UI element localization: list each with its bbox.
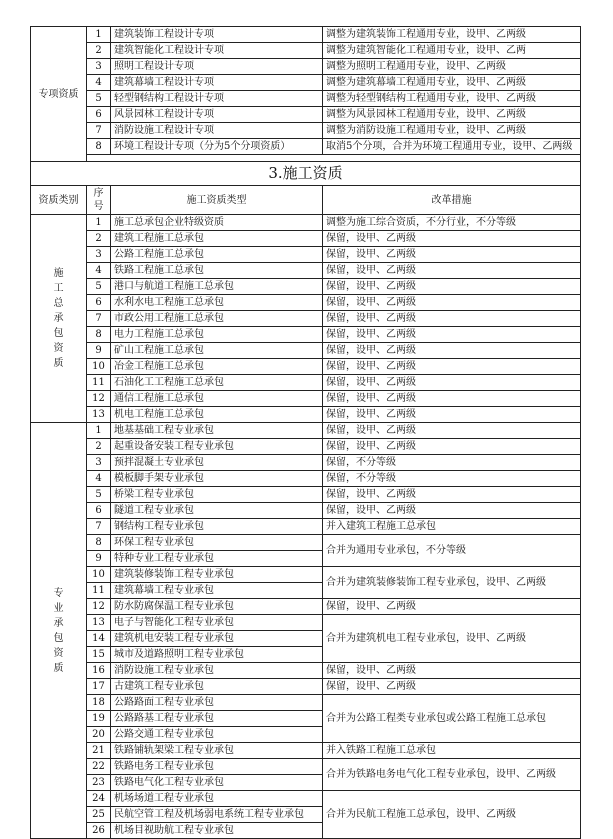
table-cell: 保留，设甲、乙两级 [323,423,581,439]
table-cell: 保留，设甲、乙两级 [323,295,581,311]
table-cell: 保留，设甲、乙两级 [323,279,581,295]
table-cell: 保留，设甲、乙两级 [323,375,581,391]
section-title: 3.施工资质 [31,162,581,186]
table-cell: 6 [87,107,111,123]
table-cell: 专 [53,587,64,599]
table-cell: 机场目视助航工程专业承包 [111,823,323,839]
table-cell: 并入铁路工程施工总承包 [323,743,581,759]
table-cell: 公路路基工程专业承包 [111,711,323,727]
table-cell: 保留，设甲、乙两级 [323,231,581,247]
table-cell: 机场场道工程专业承包 [111,791,323,807]
table-cell: 调整为消防设施工程通用专业，设甲、乙两级 [323,123,581,139]
table-cell: 质 [53,662,64,674]
table-cell: 防水防腐保温工程专业承包 [111,599,323,615]
table-cell: 市政公用工程施工总承包 [111,311,323,327]
table-cell: 并入建筑工程施工总承包 [323,519,581,535]
table-cell: 保留，设甲、乙两级 [323,391,581,407]
table-cell: 保留，不分等级 [323,471,581,487]
table-cell: 4 [87,263,111,279]
table-cell: 5 [87,91,111,107]
table-cell: 12 [87,391,111,407]
table-cell: 钢结构工程专业承包 [111,519,323,535]
table-cell: 建筑装饰工程设计专项 [111,27,323,43]
table-cell: 消防设施工程专业承包 [111,663,323,679]
table-cell: 施工总承包企业特级资质 [111,215,323,231]
table-cell: 环保工程专业承包 [111,535,323,551]
table-cell: 3 [87,247,111,263]
table-cell: 1 [87,27,111,43]
table-cell: 4 [87,75,111,91]
category-general-contracting [31,215,87,423]
table-cell: 公路交通工程专业承包 [111,727,323,743]
header-category: 资质类别 [31,186,87,215]
table-cell: 公路路面工程专业承包 [111,695,323,711]
table-cell: 消防设施工程设计专项 [111,123,323,139]
table-cell: 保留，设甲、乙两级 [323,359,581,375]
table-cell: 特种专业工程专业承包 [111,551,323,567]
table-cell: 合并为通用专业承包，不分等级 [323,535,581,567]
table-cell: 合并为民航工程施工总承包，设甲、乙两级 [323,791,581,839]
table-cell: 公路工程施工总承包 [111,247,323,263]
header-type: 施工资质类型 [111,186,323,215]
table-cell: 铁路电务工程专业承包 [111,759,323,775]
table-cell: 保留，不分等级 [323,455,581,471]
table-cell: 合并为建筑装修装饰工程专业承包，设甲、乙两级 [323,567,581,599]
table-cell: 城市及道路照明工程专业承包 [111,647,323,663]
table-cell: 调整为建筑装饰工程通用专业，设甲、乙两级 [323,27,581,43]
table-cell: 资 [53,647,64,659]
table-cell: 工 [53,283,64,294]
table-cell: 8 [87,139,111,155]
table-cell: 2 [87,43,111,59]
table-cell: 冶金工程施工总承包 [111,359,323,375]
table-cell: 调整为风景园林工程通用专业，设甲、乙两级 [323,107,581,123]
table-cell: 业 [53,602,64,614]
table-cell: 地基基础工程专业承包 [111,423,323,439]
table-cell: 5 [87,279,111,295]
category-special-contracting [31,423,87,839]
table-cell: 石油化工工程施工总承包 [111,375,323,391]
table-cell: 风景园林工程设计专项 [111,107,323,123]
table-cell: 港口与航道工程施工总承包 [111,279,323,295]
table-cell: 质 [53,358,64,369]
table-cell: 通信工程施工总承包 [111,391,323,407]
table-cell: 调整为建筑智能化工程通用专业，设甲、乙两 [323,43,581,59]
table-cell: 电子与智能化工程专业承包 [111,615,323,631]
table-cell: 10 [87,359,111,375]
table-cell: 建筑幕墙工程专业承包 [111,583,323,599]
table-cell: 电力工程施工总承包 [111,327,323,343]
document-page [30,26,580,839]
table-cell: 矿山工程施工总承包 [111,343,323,359]
table-cell: 保留，设甲、乙两级 [323,263,581,279]
table-cell: 取消5个分项，合并为环境工程通用专业，设甲、乙两级 [323,139,581,155]
table-cell: 保留，设甲、乙两级 [323,439,581,455]
table-cell: 保留，设甲、乙两级 [323,663,581,679]
table-cell: 水利水电工程施工总承包 [111,295,323,311]
table-cell: 1 [87,215,111,231]
table-cell: 9 [87,343,111,359]
category-special-design: 专项资质 [31,27,87,162]
table-cell: 调整为照明工程通用专业，设甲、乙两级 [323,59,581,75]
table-cell: 建筑装修装饰工程专业承包 [111,567,323,583]
table-header [31,186,581,215]
table-cell: 预拌混凝土专业承包 [111,455,323,471]
table-cell: 环境工程设计专项（分为5个分项资质） [111,139,323,155]
table-cell: 施 [53,268,64,279]
table-cell: 承 [53,313,64,324]
table-cell: 承 [53,617,64,629]
table-cell: 11 [87,375,111,391]
table-cell: 模板脚手架专业承包 [111,471,323,487]
table-cell: 8 [87,327,111,343]
table-cell: 保留，设甲、乙两级 [323,247,581,263]
table-cell: 资 [53,343,64,354]
table-cell: 保留，设甲、乙两级 [323,599,581,615]
table-cell: 6 [87,295,111,311]
table-cell: 保留，设甲、乙两级 [323,407,581,423]
table-cell: 轻型钢结构工程设计专项 [111,91,323,107]
table-cell: 民航空管工程及机场弱电系统工程专业承包 [111,807,323,823]
table-cell: 铁路工程施工总承包 [111,263,323,279]
table-cell: 机电工程施工总承包 [111,407,323,423]
table-cell: 调整为轻型钢结构工程通用专业，设甲、乙两级 [323,91,581,107]
table-cell: 隧道工程专业承包 [111,503,323,519]
table-cell: 建筑智能化工程设计专项 [111,43,323,59]
qualification-table: 专项资质 1 建筑装饰工程设计专项 调整为建筑装饰工程通用专业，设甲、乙两级 2 建筑智能化工程设计专项 调整为建筑智能化工程通用专业，设甲、乙两 3 照明工程设计专项 调整为照明工程通用专业，设甲、乙两级 4 建筑幕墙工程设计专项 调整为建筑幕墙工程通用专业，设甲、乙两级 5 轻型钢结构工程设计专项 调整为轻型钢结构工程通用专业，设甲、乙两级 6 风景园林工程设计专项 调整为风景园林工程通用专业，设甲、乙两级 7 消防设施工程设计专项 调整为消防设施工程通用专业，设甲、乙两级 8 环境工程设计专项（分为5个分项资质） 取消5个分项，合并为环境工程通用专业，设甲、乙两级 3.施工资质 资质类别 序号 施工资质类型 改革措施 施 工 总 承 包 资 质 1 施工总承包企业特级资质 调整为施工综合资质，不分行业，不分等级 2 建筑工程施工总承包 保留，设甲、乙两级 3 公路工程施工总承包 保留，设甲、乙两级 4 铁路工程施工总承包 保留，设甲、乙两级 5 港口与航道工程施工总承包 保留，设甲、乙两级 6 水利水电工程施工总承包 保留，设甲、乙两级 7 市政公用工程施工总承包 保留，设甲、乙两级 8 电力工程施工总承包 保留，设甲、乙两级 9 矿山工程施工总承包 保留，设甲、乙两级 10 冶金工程施工总承包 保留，设甲、乙两级 11 石油化工工程施工总承包 保留，设甲、乙两级 12 通信工程施工总承包 保留，设甲、乙两级 13 机电工程施工总承包 保留，设甲、乙两级 专 业 承 包 资 质 1 地基基础工程专业承包 保留，设甲、乙两级 2 起重设备安装工程专业承包 保留，设甲、乙两级 3 预拌混凝土专业承包 保留，不分等级 4 模板脚手架专业承包 保留，不分等级 5 桥梁工程专业承包 保留，设甲、乙两级 6 隧道工程专业承包 保留，设甲、乙两级 7 钢结构工程专业承包 并入建筑工程施工总承包 8 环保工程专业承包 合并为通用专业承包，不分等级 9 特种专业工程专业承包 10 建筑装修装饰工程专业承包 合并为建筑装修装饰工程专业承包，设甲、乙两级 11 建筑幕墙工程专业承包 12 防水防腐保温工程专业承包 保留，设甲、乙两级 13 电子与智能化工程专业承包 合并为建筑机电工程专业承包，设甲、乙两级 14 建筑机电安装工程专业承包 15 城市及道路照明工程专业承包 16 消防设施工程专业承包 保留，设甲、乙两级 17 古建筑工程专业承包 保留，设甲、乙两级 18 公路路面工程专业承包 合并为公路工程类专业承包或公路工程施工总承包 19 公路路基工程专业承包 20 公路交通工程专业承包 21 铁路铺轨架梁工程专业承包 并入铁路工程施工总承包 22 铁路电务工程专业承包 合并为铁路电务电气化工程专业承包，设甲、乙两级 23 铁路电气化工程专业承包 24 机场场道工程专业承包 合并为民航工程施工总承包，设甲、乙两级 25 民航空管工程及机场弱电系统工程专业承包 26 机场目视助航工程专业承包 [30,26,581,839]
table-cell: 包 [53,328,64,339]
table-cell: 调整为建筑幕墙工程通用专业，设甲、乙两级 [323,75,581,91]
table-cell: 铁路电气化工程专业承包 [111,775,323,791]
table-cell: 13 [87,407,111,423]
table-cell: 建筑机电安装工程专业承包 [111,631,323,647]
table-cell: 合并为公路工程类专业承包或公路工程施工总承包 [323,695,581,743]
table-cell: 保留，设甲、乙两级 [323,487,581,503]
table-cell: 起重设备安装工程专业承包 [111,439,323,455]
table-cell: 保留，设甲、乙两级 [323,679,581,695]
header-no: 序号 [87,186,111,215]
table-cell: 铁路铺轨架梁工程专业承包 [111,743,323,759]
table-cell: 2 [87,231,111,247]
table-cell: 调整为施工综合资质，不分行业，不分等级 [323,215,581,231]
table-cell: 合并为铁路电务电气化工程专业承包，设甲、乙两级 [323,759,581,791]
table-cell: 照明工程设计专项 [111,59,323,75]
table-cell: 建筑幕墙工程设计专项 [111,75,323,91]
table-cell: 保留，设甲、乙两级 [323,311,581,327]
table-cell: 7 [87,311,111,327]
table-cell: 合并为建筑机电工程专业承包，设甲、乙两级 [323,615,581,663]
table-cell: 建筑工程施工总承包 [111,231,323,247]
table-cell: 桥梁工程专业承包 [111,487,323,503]
table-cell: 包 [53,632,64,644]
table-cell: 保留，设甲、乙两级 [323,503,581,519]
table-cell: 古建筑工程专业承包 [111,679,323,695]
table-cell: 7 [87,123,111,139]
header-note: 改革措施 [323,186,581,215]
table-cell: 总 [53,298,64,309]
table-cell: 保留，设甲、乙两级 [323,327,581,343]
table-cell: 3 [87,59,111,75]
table-cell: 保留，设甲、乙两级 [323,343,581,359]
